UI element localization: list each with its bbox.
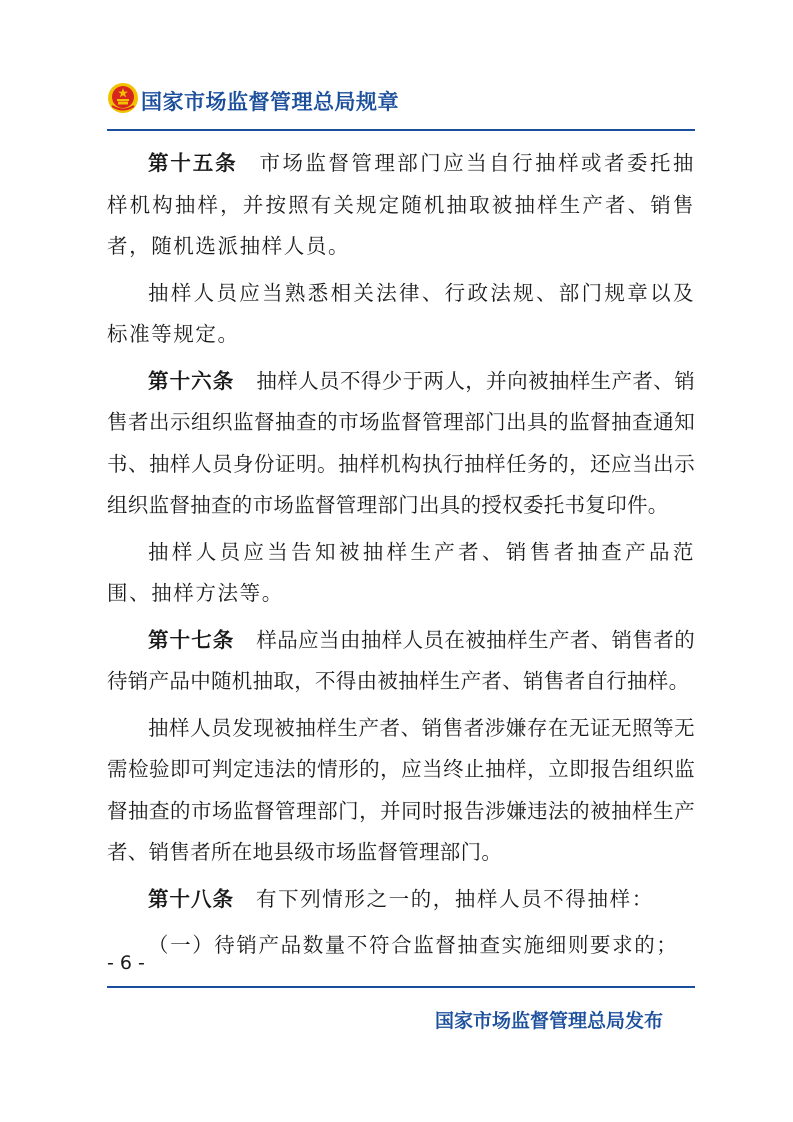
paragraph-article-18 (107, 879, 695, 921)
article-number: 第十八条 (148, 886, 234, 911)
paragraph-text: 抽样人员应当告知被抽样生产者、销售者抽查产品范围、抽样方法等。 (107, 539, 695, 605)
paragraph-text: 抽样人员应当熟悉相关法律、行政法规、部门规章以及标准等规定。 (107, 280, 695, 346)
list-item (107, 925, 695, 967)
national-emblem-icon (107, 82, 139, 114)
footer-publisher: 国家市场监督管理总局发布 (434, 1010, 663, 1032)
paragraph (107, 273, 695, 356)
article-number: 第十六条 (148, 368, 235, 393)
footer-divider (107, 986, 695, 988)
header-divider (107, 129, 695, 131)
paragraph-text: 市场监督管理部门应当自行抽样或者委托抽样机构抽样，并按照有关规定随机抽取被抽样生产者、销售者，随机选派抽样人员。 (107, 151, 696, 258)
paragraph (107, 708, 695, 874)
paragraph-article-16 (107, 361, 695, 527)
paragraph-article-15 (107, 143, 695, 268)
paragraph-text: 有下列情形之一的，抽样人员不得抽样： (256, 886, 654, 911)
page-number: - 6 - (107, 952, 145, 974)
article-number: 第十七条 (148, 627, 235, 652)
paragraph-text: 抽样人员发现被抽样生产者、销售者涉嫌存在无证无照等无需检验即可判定违法的情形的，应当终止抽样，立即报告组织监督抽查的市场监督管理部门，并同时报告涉嫌违法的被抽样生产者、销售者所在地县级市场监督管理部门。 (107, 715, 695, 864)
paragraph (107, 532, 695, 615)
document-body (107, 143, 695, 972)
paragraph-text: 抽样人员不得少于两人，并向被抽样生产者、销售者出示组织监督抽查的市场监督管理部门出具的监督抽查通知书、抽样人员身份证明。抽样机构执行抽样任务的，还应当出示组织监督抽查的市场监督管理部门出具的授权委托书复印件。 (107, 368, 695, 517)
paragraph-article-17 (107, 620, 695, 703)
header-title: 国家市场监督管理总局规章 (141, 90, 399, 114)
paragraph-text: 样品应当由抽样人员在被抽样生产者、销售者的待销产品中随机抽取，不得由被抽样生产者、销售者自行抽样。 (107, 627, 695, 693)
article-number: 第十五条 (148, 151, 238, 175)
paragraph-text: （一）待销产品数量不符合监督抽查实施细则要求的； (148, 933, 679, 957)
document-header (107, 80, 697, 124)
